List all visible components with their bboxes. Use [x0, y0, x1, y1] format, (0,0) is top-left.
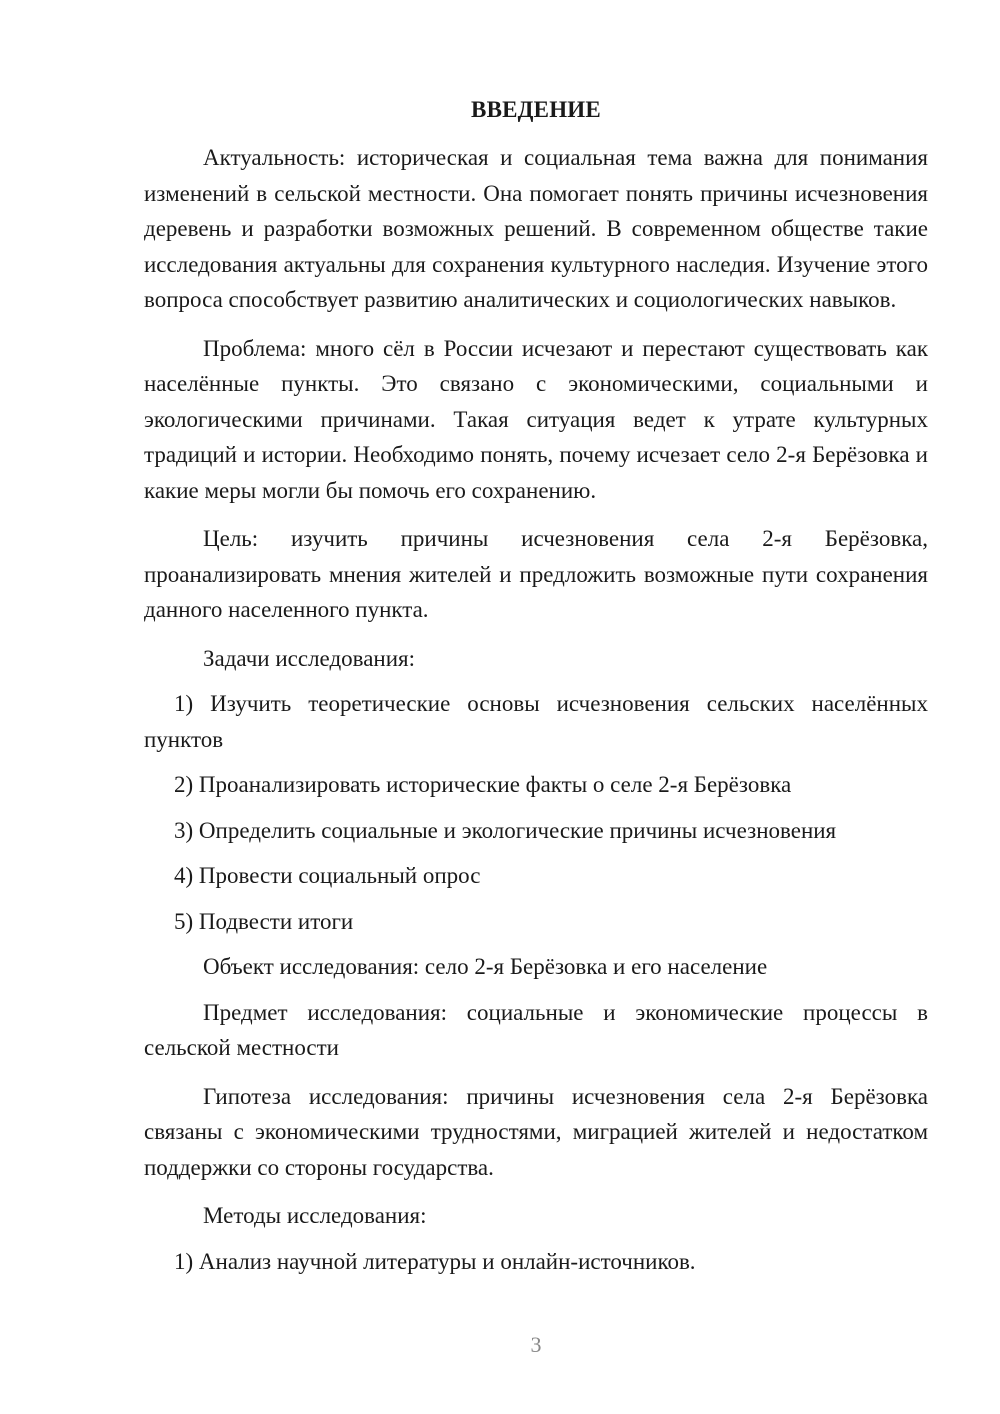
task-item-1: 1) Изучить теоретические основы исчезновения сельских населённых пунктов: [144, 691, 928, 752]
goal-paragraph: Цель: изучить причины исчезновения села 2-я Берёзовка, проанализировать мнения жителей и предложить возможные пути сохранения данного населенного пункта.: [144, 526, 928, 622]
relevance-paragraph: Актуальность: историческая и социальная тема важна для понимания изменений в сельской местности. Она помогает понять причины исчезновения деревень и разработки возможных решений. В современном обществе такие исследования актуальны для сохранения культурного наследия. Изучение этого вопроса способствует развитию аналитических и социологических навыков.: [144, 145, 928, 312]
section-heading: ВВЕДЕНИЕ: [471, 97, 601, 122]
method-item-1: 1) Анализ научной литературы и онлайн-источников.: [174, 1248, 696, 1274]
task-item-4: 4) Провести социальный опрос: [174, 863, 481, 888]
hypothesis-paragraph: Гипотеза исследования: причины исчезновения села 2-я Берёзовка связаны с экономическими трудностями, миграцией жителей и недостатком поддержки со стороны государства.: [144, 1083, 928, 1180]
task-item-3: 3) Определить социальные и экологические причины исчезновения: [174, 817, 837, 843]
methods-title: Методы исследования:: [203, 1203, 427, 1228]
tasks-title: Задачи исследования:: [203, 645, 416, 671]
problem-paragraph: Проблема: много сёл в России исчезают и перестают существовать как населённые пункты. Это связано с экономическими, социальными и экологическими причинами. Такая ситуация ведет к утрате культурных традиций и истории. Необходимо понять, почему исчезает село 2-я Берёзовка и какие меры могли бы помочь его сохранению.: [144, 335, 928, 503]
page-number: 3: [530, 1332, 542, 1357]
object-paragraph: Объект исследования: село 2-я Берёзовка и его население: [203, 954, 768, 979]
task-item-5: 5) Подвести итоги: [174, 908, 354, 934]
subject-paragraph: Предмет исследования: социальные и экономические процессы в сельской местности: [144, 999, 928, 1060]
page-content: [144, 94, 928, 1289]
task-item-2: 2) Проанализировать исторические факты о селе 2-я Берёзовка: [174, 772, 792, 797]
